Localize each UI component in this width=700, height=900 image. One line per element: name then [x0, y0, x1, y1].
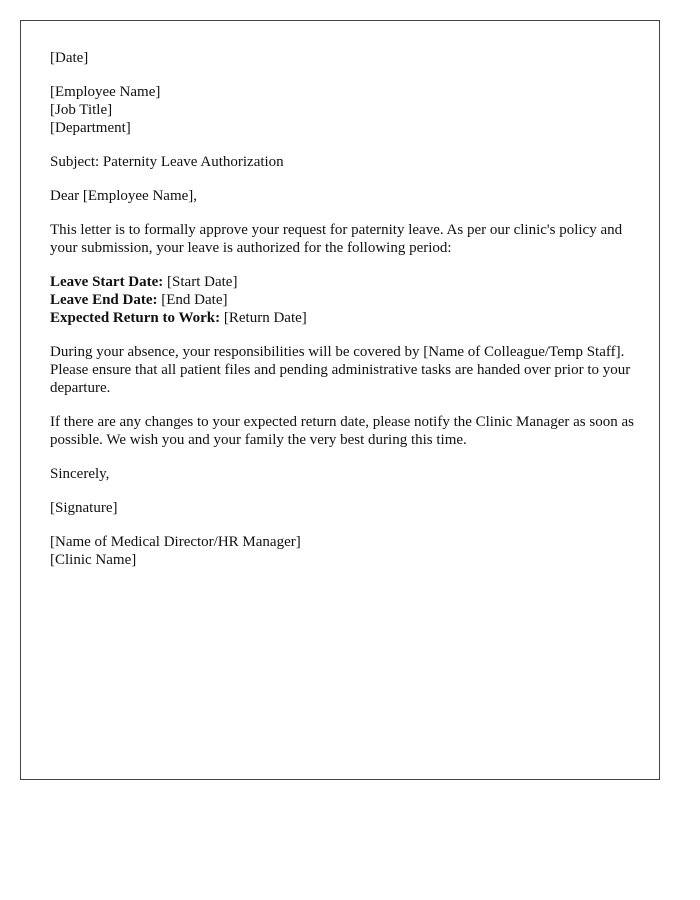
letter-closing: Sincerely,: [50, 466, 110, 482]
signer-name: [Name of Medical Director/HR Manager]: [50, 534, 301, 550]
changes-paragraph: If there are any changes to your expected return date, please notify the Clinic Manager as soon as possible. We wish you and your family the very best during this time.: [50, 414, 634, 448]
salutation-block: [50, 187, 640, 205]
coverage-block: [50, 343, 640, 397]
signer-clinic: [Clinic Name]: [50, 552, 137, 568]
closing-block: [50, 465, 640, 483]
return-value: [Return Date]: [220, 310, 307, 326]
return-label: Expected Return to Work:: [50, 310, 221, 326]
letter-salutation: Dear [Employee Name],: [50, 188, 198, 204]
date-block: [50, 49, 640, 67]
leave-end-row: [50, 291, 640, 309]
intro-block: [50, 221, 640, 257]
signature-block: [50, 499, 640, 517]
leave-start-row: [50, 273, 640, 291]
signer-block: [50, 533, 640, 569]
letter-body: [50, 49, 640, 585]
return-row: [50, 309, 640, 327]
recipient-name: [Employee Name]: [50, 84, 161, 100]
intro-paragraph: This letter is to formally approve your request for paternity leave. As per our clinic's policy and your submission, your leave is authorized for the following period:: [50, 222, 623, 256]
leave-start-value: [Start Date]: [163, 274, 238, 290]
recipient-block: [50, 83, 640, 137]
leave-end-value: [End Date]: [157, 292, 228, 308]
recipient-job-title: [Job Title]: [50, 102, 113, 118]
leave-start-label: Leave Start Date:: [50, 274, 164, 290]
leave-details-block: [50, 273, 640, 327]
leave-end-label: Leave End Date:: [50, 292, 158, 308]
recipient-department: [Department]: [50, 120, 131, 136]
letter-subject: Subject: Paternity Leave Authorization: [50, 154, 284, 170]
letter-date: [Date]: [50, 50, 89, 66]
subject-block: [50, 153, 640, 171]
letter-page: [20, 20, 660, 780]
changes-block: [50, 413, 640, 449]
letter-signature: [Signature]: [50, 500, 118, 516]
coverage-paragraph: During your absence, your responsibilities will be covered by [Name of Colleague/Temp Staff]. Please ensure that all patient files and pending administrative tasks are handed over prior to your departure.: [50, 344, 631, 396]
